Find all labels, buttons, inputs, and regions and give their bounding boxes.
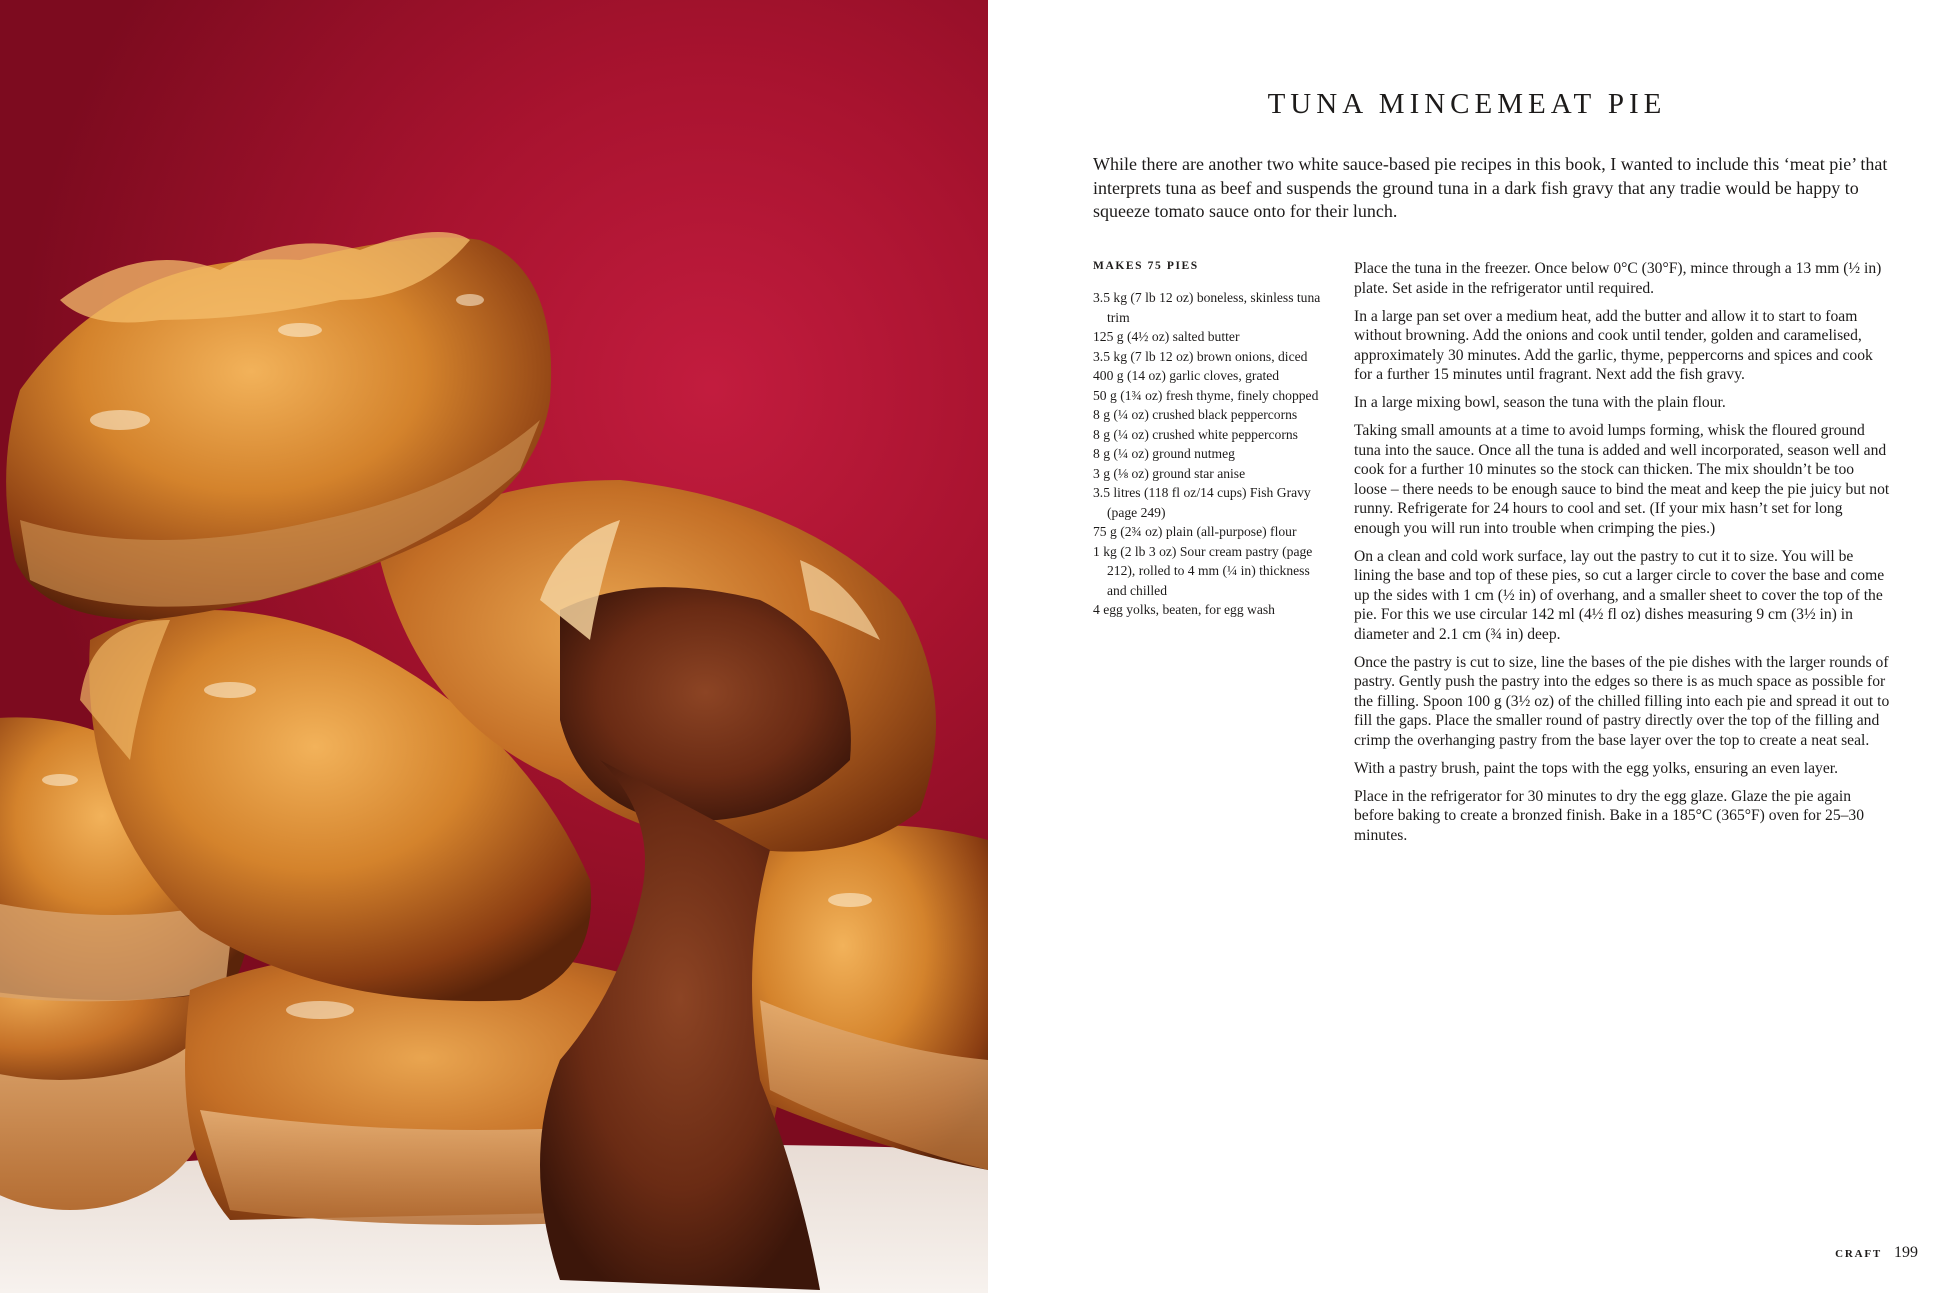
ingredient-item: 3.5 kg (7 lb 12 oz) boneless, skinless tuna trim <box>1093 290 1321 325</box>
method-column <box>1354 259 1890 854</box>
ingredient-item: 1 kg (2 lb 3 oz) Sour cream pastry (page 212), rolled to 4 mm (¼ in) thickness and chilled <box>1093 543 1313 598</box>
yield-heading: MAKES 75 PIES <box>1093 260 1199 272</box>
ingredient-item: 8 g (¼ oz) crushed black peppercorns <box>1093 407 1298 422</box>
ingredient-item: 50 g (1¾ oz) fresh thyme, finely chopped <box>1093 387 1319 403</box>
ingredient-item: 3 g (⅛ oz) ground star anise <box>1093 465 1246 481</box>
method-step: In a large pan set over a medium heat, add the butter and allow it to start to foam without browning. Add the onions and cook until tender, golden and caramelised, approximately 30 minutes. Add the garlic, thyme, peppercorns and spices and cook for a further 15 minutes until fragrant. Next add the fish gravy. <box>1354 307 1873 383</box>
ingredient-item: 125 g (4½ oz) salted butter <box>1093 329 1240 344</box>
method-step: Once the pastry is cut to size, line the bases of the pie dishes with the larger rounds of pastry. Gently push the pastry into the edges so there is as much space as possible for the filling. Spoon 100 g (3½ oz) of the chilled filling into each pie and spread it out to fill the gaps. Place the smaller round of pastry directly over the top of the filling and crimp the overhanging pastry from the base layer over the top to create a neat seal. <box>1354 653 1890 749</box>
ingredient-item: 8 g (¼ oz) ground nutmeg <box>1093 446 1235 461</box>
method-step: Place the tuna in the freezer. Once below 0°C (30°F), mince through a 13 mm (½ in) plate. Set aside in the refrigerator until required. <box>1354 260 1882 297</box>
method-step: Taking small amounts at a time to avoid lumps forming, whisk the floured ground tuna into the sauce. Once all the tuna is added and well incorporated, season well and cook for a further 10 minutes so the stock can thicken. The mix shouldn’t be too loose – there needs to be enough sauce to bind the meat and keep the pie juicy but not runny. Refrigerate for 24 hours to cool and set. (If your mix hasn’t set for long enough you will run into trouble when crimping the pies.) <box>1354 422 1890 537</box>
page-number: 199 <box>1894 1244 1918 1261</box>
method-step: In a large mixing bowl, season the tuna with the plain flour. <box>1354 394 1726 411</box>
recipe-title: TUNA MINCEMEAT PIE <box>1267 88 1667 120</box>
ingredient-item: 3.5 litres (118 fl oz/14 cups) Fish Gravy (page 249) <box>1093 485 1311 520</box>
ingredient-item: 75 g (2¾ oz) plain (all-purpose) flour <box>1093 524 1297 539</box>
ingredient-item: 8 g (¼ oz) crushed white peppercorns <box>1093 426 1298 442</box>
recipe-page <box>988 0 1946 1293</box>
method-step: On a clean and cold work surface, lay out the pastry to cut it to size. You will be lining the base and top of these pies, so cut a larger circle to cover the base and come up the sides with 1 cm (½ in) of overhang, and a smaller sheet to cover the top of the pie. For this we use circular 142 ml (4½ fl oz) dishes measuring 9 cm (3½ in) in diameter and 2.1 cm (¾ in) deep. <box>1354 547 1885 643</box>
page-footer <box>1835 1244 1918 1262</box>
method-step: Place in the refrigerator for 30 minutes to dry the egg glaze. Glaze the pie again before baking to create a bronzed finish. Bake in a 185°C (365°F) oven for 25–30 minutes. <box>1354 787 1865 844</box>
ingredient-item: 400 g (14 oz) garlic cloves, grated <box>1093 368 1280 383</box>
section-name: CRAFT <box>1835 1248 1882 1260</box>
method-step: With a pastry brush, paint the tops with the egg yolks, ensuring an even layer. <box>1354 759 1838 777</box>
ingredient-item: 4 egg yolks, beaten, for egg wash <box>1093 602 1275 617</box>
ingredients-column <box>1093 260 1328 620</box>
ingredient-item: 3.5 kg (7 lb 12 oz) brown onions, diced <box>1093 348 1308 364</box>
recipe-intro: While there are another two white sauce-based pie recipes in this book, I wanted to include this ‘meat pie’ that interprets tuna as beef and suspends the ground tuna in a dark fish gravy that any tradie would be happy to squeeze tomato sauce onto for their lunch. <box>1093 154 1888 221</box>
ingredient-list <box>1093 288 1328 620</box>
